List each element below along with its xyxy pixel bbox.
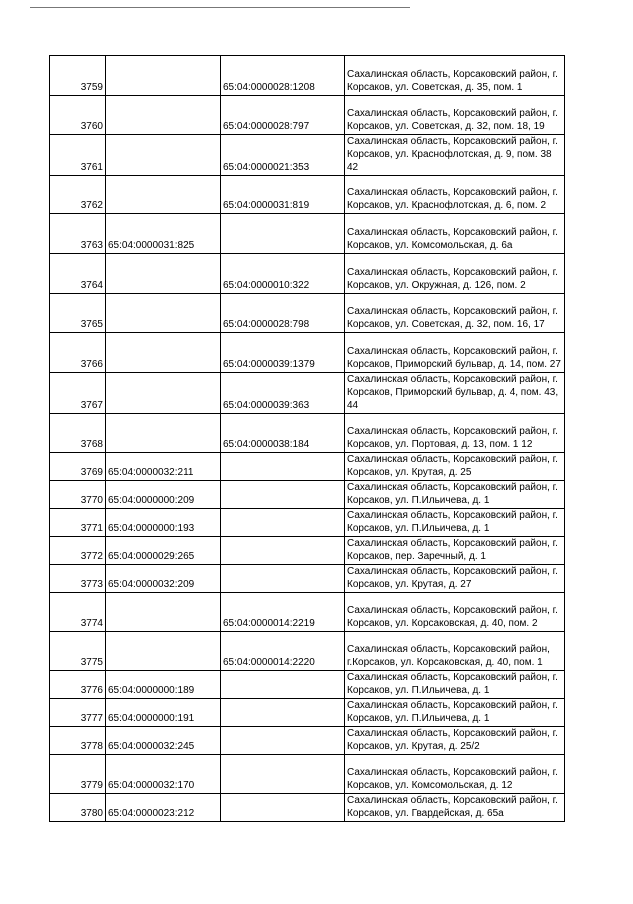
row-number-cell: 3762 [50, 176, 106, 214]
address-cell: Сахалинская область, Корсаковский район, г. Корсаков, Приморский бульвар, д. 14, пом. 27 [345, 333, 565, 373]
address-cell: Сахалинская область, Корсаковский район, г. Корсаков, ул. Крутая, д. 25 [345, 453, 565, 481]
table-row [50, 135, 565, 176]
address-cell: Сахалинская область, Корсаковский район, г. Корсаков, ул. Краснофлотская, д. 9, пом. 38 42 [345, 135, 565, 176]
row-number-cell: 3760 [50, 96, 106, 135]
address-cell: Сахалинская область, Корсаковский район, г. Корсаков, ул. П.Ильичева, д. 1 [345, 671, 565, 699]
cadastral-number-cell: 65:04:0000000:191 [106, 699, 221, 727]
cadastral-number-cell [106, 254, 221, 294]
address-cell: Сахалинская область, Корсаковский район, г. Корсаков, ул. П.Ильичева, д. 1 [345, 481, 565, 509]
address-cell: Сахалинская область, Корсаковский район, г. Корсаков, ул. Гвардейская, д. 65а [345, 794, 565, 822]
table-row [50, 56, 565, 96]
premises-cadastral-number-cell: 65:04:0000039:1379 [221, 333, 345, 373]
table-row [50, 632, 565, 671]
premises-cadastral-number-cell: 65:04:0000039:363 [221, 373, 345, 414]
table-row [50, 176, 565, 214]
cadastral-number-cell: 65:04:0000000:193 [106, 509, 221, 537]
row-number-cell: 3768 [50, 414, 106, 453]
premises-cadastral-number-cell: 65:04:0000014:2220 [221, 632, 345, 671]
premises-cadastral-number-cell [221, 671, 345, 699]
premises-cadastral-number-cell [221, 755, 345, 794]
premises-cadastral-number-cell: 65:04:0000038:184 [221, 414, 345, 453]
row-number-cell: 3770 [50, 481, 106, 509]
cadastral-number-cell [106, 333, 221, 373]
property-register-table [49, 55, 565, 822]
table-row [50, 794, 565, 822]
premises-cadastral-number-cell: 65:04:0000014:2219 [221, 593, 345, 632]
address-cell: Сахалинская область, Корсаковский район, г.Корсаков, ул. Корсаковская, д. 40, пом. 1 [345, 632, 565, 671]
premises-cadastral-number-cell [221, 794, 345, 822]
address-cell: Сахалинская область, Корсаковский район, г. Корсаков, ул. Советская, д. 32, пом. 18, 19 [345, 96, 565, 135]
cadastral-number-cell: 65:04:0000032:211 [106, 453, 221, 481]
cadastral-number-cell [106, 56, 221, 96]
address-cell: Сахалинская область, Корсаковский район, г. Корсаков, Приморский бульвар, д. 4, пом. 43, 44 [345, 373, 565, 414]
row-number-cell: 3772 [50, 537, 106, 565]
premises-cadastral-number-cell: 65:04:0000028:798 [221, 294, 345, 333]
table-row [50, 373, 565, 414]
address-cell: Сахалинская область, Корсаковский район, г. Корсаков, ул. Краснофлотская, д. 6, пом. 2 [345, 176, 565, 214]
row-number-cell: 3778 [50, 727, 106, 755]
address-cell: Сахалинская область, Корсаковский район, г. Корсаков, ул. П.Ильичева, д. 1 [345, 509, 565, 537]
cadastral-number-cell: 65:04:0000032:245 [106, 727, 221, 755]
cadastral-number-cell: 65:04:0000000:189 [106, 671, 221, 699]
cadastral-number-cell: 65:04:0000032:170 [106, 755, 221, 794]
row-number-cell: 3776 [50, 671, 106, 699]
cadastral-number-cell [106, 632, 221, 671]
table-body [50, 56, 565, 822]
cadastral-number-cell [106, 176, 221, 214]
table-row [50, 699, 565, 727]
premises-cadastral-number-cell: 65:04:0000010:322 [221, 254, 345, 294]
address-cell: Сахалинская область, Корсаковский район, г. Корсаков, ул. Комсомольская, д. 6а [345, 214, 565, 254]
premises-cadastral-number-cell [221, 565, 345, 593]
row-number-cell: 3766 [50, 333, 106, 373]
cadastral-number-cell [106, 593, 221, 632]
row-number-cell: 3764 [50, 254, 106, 294]
cadastral-number-cell: 65:04:0000000:209 [106, 481, 221, 509]
premises-cadastral-number-cell [221, 509, 345, 537]
row-number-cell: 3780 [50, 794, 106, 822]
cadastral-number-cell: 65:04:0000029:265 [106, 537, 221, 565]
cadastral-number-cell: 65:04:0000023:212 [106, 794, 221, 822]
table-row [50, 414, 565, 453]
table-row [50, 727, 565, 755]
premises-cadastral-number-cell: 65:04:0000021:353 [221, 135, 345, 176]
row-number-cell: 3777 [50, 699, 106, 727]
premises-cadastral-number-cell [221, 214, 345, 254]
premises-cadastral-number-cell [221, 699, 345, 727]
premises-cadastral-number-cell: 65:04:0000028:1208 [221, 56, 345, 96]
table-row [50, 481, 565, 509]
row-number-cell: 3769 [50, 453, 106, 481]
premises-cadastral-number-cell [221, 453, 345, 481]
cadastral-number-cell [106, 96, 221, 135]
row-number-cell: 3767 [50, 373, 106, 414]
table-row [50, 509, 565, 537]
cadastral-number-cell [106, 414, 221, 453]
premises-cadastral-number-cell [221, 727, 345, 755]
row-number-cell: 3765 [50, 294, 106, 333]
table-row [50, 333, 565, 373]
table-row [50, 671, 565, 699]
cadastral-number-cell: 65:04:0000031:825 [106, 214, 221, 254]
premises-cadastral-number-cell: 65:04:0000028:797 [221, 96, 345, 135]
premises-cadastral-number-cell: 65:04:0000031:819 [221, 176, 345, 214]
row-number-cell: 3759 [50, 56, 106, 96]
premises-cadastral-number-cell [221, 481, 345, 509]
table-row [50, 254, 565, 294]
premises-cadastral-number-cell [221, 537, 345, 565]
address-cell: Сахалинская область, Корсаковский район, г. Корсаков, пер. Заречный, д. 1 [345, 537, 565, 565]
table-row [50, 565, 565, 593]
table-row [50, 96, 565, 135]
row-number-cell: 3771 [50, 509, 106, 537]
row-number-cell: 3779 [50, 755, 106, 794]
cadastral-number-cell: 65:04:0000032:209 [106, 565, 221, 593]
table-row [50, 453, 565, 481]
address-cell: Сахалинская область, Корсаковский район, г. Корсаков, ул. П.Ильичева, д. 1 [345, 699, 565, 727]
row-number-cell: 3775 [50, 632, 106, 671]
table-row [50, 214, 565, 254]
address-cell: Сахалинская область, Корсаковский район, г. Корсаков, ул. Комсомольская, д. 12 [345, 755, 565, 794]
address-cell: Сахалинская область, Корсаковский район, г. Корсаков, ул. Советская, д. 32, пом. 16, 17 [345, 294, 565, 333]
top-rule [30, 7, 410, 8]
table-row [50, 537, 565, 565]
table-row [50, 294, 565, 333]
row-number-cell: 3773 [50, 565, 106, 593]
address-cell: Сахалинская область, Корсаковский район, г. Корсаков, ул. Корсаковская, д. 40, пом. 2 [345, 593, 565, 632]
address-cell: Сахалинская область, Корсаковский район, г. Корсаков, ул. Советская, д. 35, пом. 1 [345, 56, 565, 96]
cadastral-number-cell [106, 373, 221, 414]
address-cell: Сахалинская область, Корсаковский район, г. Корсаков, ул. Окружная, д. 126, пом. 2 [345, 254, 565, 294]
row-number-cell: 3761 [50, 135, 106, 176]
cadastral-number-cell [106, 135, 221, 176]
row-number-cell: 3774 [50, 593, 106, 632]
address-cell: Сахалинская область, Корсаковский район, г. Корсаков, ул. Крутая, д. 27 [345, 565, 565, 593]
cadastral-number-cell [106, 294, 221, 333]
table-row [50, 593, 565, 632]
table-row [50, 755, 565, 794]
address-cell: Сахалинская область, Корсаковский район, г. Корсаков, ул. Крутая, д. 25/2 [345, 727, 565, 755]
address-cell: Сахалинская область, Корсаковский район, г. Корсаков, ул. Портовая, д. 13, пом. 1 12 [345, 414, 565, 453]
row-number-cell: 3763 [50, 214, 106, 254]
